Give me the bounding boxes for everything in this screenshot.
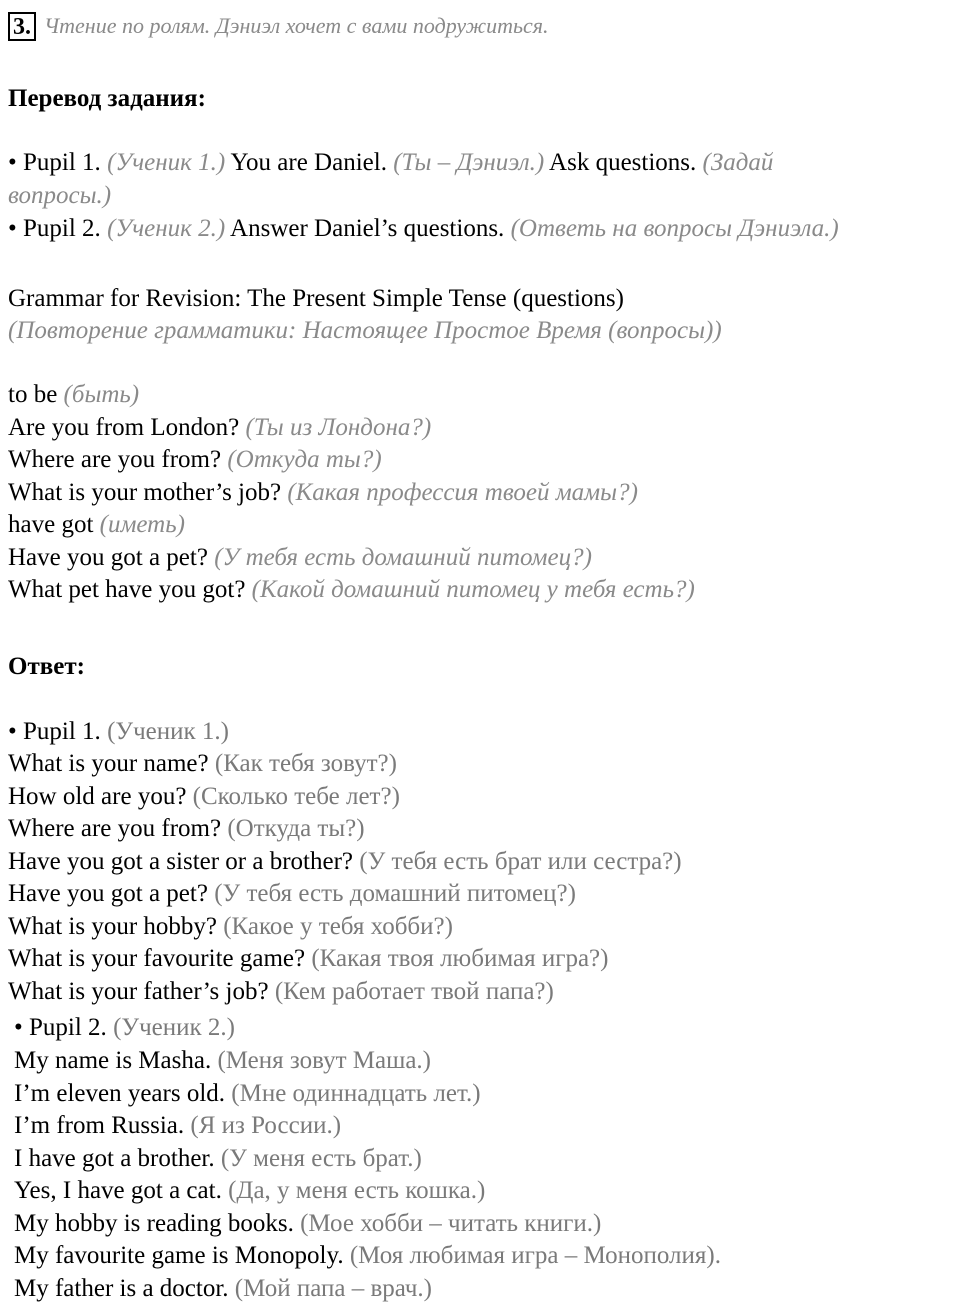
- text-line: [8, 944, 608, 974]
- line-text-ru: (Откуда ты?): [227, 815, 365, 842]
- task-title: Чтение по ролям. Дэниэл хочет с вами подружиться.: [44, 13, 549, 38]
- instruction-text-ru: (Ты – Дэниэл.): [393, 149, 545, 176]
- pupil2-label: [14, 1013, 235, 1043]
- line-text-ru: (У тебя есть брат или сестра?): [359, 847, 682, 875]
- line-text-ru: (Я из России.): [190, 1112, 342, 1139]
- instruction-text-ru: (Ответь на вопросы Дэниэла.): [510, 215, 839, 242]
- line-text-ru: (Какое у тебя хобби?): [223, 912, 453, 940]
- translation-heading: Перевод задания:: [8, 85, 206, 112]
- text-line: [14, 1046, 431, 1076]
- line-text-en: I have got a brother.: [14, 1144, 215, 1172]
- instruction-text-ru: вопросы.): [8, 182, 112, 209]
- instruction-text-en: • Pupil 2.: [8, 215, 101, 242]
- text-line: [8, 380, 139, 410]
- text-line: [8, 814, 365, 844]
- text-line: [14, 1241, 721, 1271]
- line-text-ru: (У тебя есть домашний питомец?): [214, 543, 592, 571]
- line-text-en: Are you from London?: [8, 413, 240, 441]
- text-line: [14, 1079, 481, 1109]
- line-text-ru: (Какой домашний питомец у тебя есть?): [251, 576, 695, 603]
- instruction-text-ru: (Ученик 1.): [107, 149, 226, 176]
- instruction-pupil1-cont: [8, 181, 111, 211]
- line-text-en: Yes, I have got a cat.: [14, 1177, 222, 1204]
- text-line: [8, 478, 638, 508]
- line-text-ru: (Мой папа – врач.): [234, 1274, 433, 1302]
- text-line: [8, 912, 453, 942]
- task-number: 3.: [8, 12, 36, 41]
- line-text-ru: (У тебя есть домашний питомец?): [214, 880, 576, 907]
- line-text-en: Where are you from?: [8, 815, 222, 842]
- text-line: [14, 1144, 422, 1174]
- line-text-en: Where are you from?: [8, 446, 222, 473]
- pupil-label-en: • Pupil 1.: [8, 718, 101, 745]
- line-text-ru: (Мне одиннадцать лет.): [231, 1079, 481, 1107]
- instruction-pupil2: [8, 214, 839, 244]
- text-line: [14, 1274, 432, 1304]
- line-text-ru: (быть): [63, 381, 140, 408]
- pupil-label-en: • Pupil 2.: [14, 1014, 107, 1041]
- line-text-en: What pet have you got?: [8, 576, 246, 603]
- line-text-ru: (Меня зовут Маша.): [217, 1047, 432, 1074]
- line-text-en: Have you got a pet?: [8, 880, 208, 907]
- text-line: [8, 879, 576, 909]
- line-text-ru: (Кем работает твой папа?): [274, 977, 554, 1005]
- line-text-ru: (Какая профессия твоей мамы?): [287, 478, 638, 506]
- line-text-en: What is your hobby?: [8, 912, 217, 940]
- pupil-label-ru: (Ученик 1.): [107, 718, 229, 745]
- text-line: [8, 782, 400, 812]
- instruction-text-en: • Pupil 1.: [8, 149, 101, 176]
- instruction-text-en: Ask questions.: [549, 149, 697, 176]
- line-text-en: have got: [8, 511, 94, 538]
- line-text-ru: (Да, у меня есть кошка.): [228, 1177, 486, 1204]
- line-text-ru: (Откуда ты?): [227, 446, 382, 473]
- line-text-ru: (У меня есть брат.): [220, 1144, 422, 1172]
- text-line: [8, 749, 397, 779]
- text-line: [8, 510, 185, 540]
- line-text-en: What is your father’s job?: [8, 977, 269, 1005]
- text-line: [8, 977, 554, 1007]
- text-line: [8, 847, 682, 877]
- line-text-en: Have you got a sister or a brother?: [8, 847, 354, 875]
- text-line: [8, 575, 695, 605]
- line-text-ru: (Мое хобби – читать книги.): [300, 1209, 602, 1237]
- line-text-en: What is your name?: [8, 750, 209, 777]
- instruction-text-ru: (Задай: [702, 149, 774, 176]
- line-text-en: to be: [8, 381, 58, 408]
- line-text-en: I’m from Russia.: [14, 1112, 185, 1139]
- text-line: [8, 543, 592, 573]
- grammar-title-translation: (Повторение грамматики: Настоящее Простое Время (вопросы)): [8, 317, 722, 344]
- line-text-ru: (Сколько тебе лет?): [192, 782, 400, 810]
- line-text-ru: (Ты из Лондона?): [245, 413, 432, 441]
- line-text-en: My hobby is reading books.: [14, 1209, 294, 1237]
- line-text-en: Have you got a pet?: [8, 543, 208, 571]
- line-text-en: How old are you?: [8, 782, 187, 810]
- text-line: [8, 445, 382, 475]
- grammar-title: Grammar for Revision: The Present Simple Tense (questions): [8, 285, 624, 312]
- line-text-en: I’m eleven years old.: [14, 1079, 226, 1107]
- task-header: [8, 10, 549, 42]
- instruction-text-ru: (Ученик 2.): [107, 215, 226, 242]
- text-line: [8, 413, 431, 443]
- answer-heading: Ответ:: [8, 653, 85, 680]
- instruction-text-en: You are Daniel.: [230, 149, 387, 176]
- line-text-en: What is your mother’s job?: [8, 478, 282, 506]
- text-line: [14, 1111, 341, 1141]
- line-text-en: My father is a doctor.: [14, 1274, 229, 1302]
- text-line: [14, 1209, 601, 1239]
- line-text-en: My name is Masha.: [14, 1047, 212, 1074]
- pupil-label-ru: (Ученик 2.): [113, 1014, 235, 1041]
- instruction-text-en: Answer Daniel’s questions.: [230, 215, 505, 242]
- line-text-ru: (Какая твоя любимая игра?): [311, 945, 609, 972]
- line-text-ru: (Моя любимая игра – Монополия).: [349, 1242, 721, 1269]
- pupil1-label: [8, 717, 229, 747]
- instruction-pupil1: [8, 148, 773, 178]
- text-line: [14, 1176, 485, 1206]
- line-text-ru: (Как тебя зовут?): [214, 750, 397, 777]
- line-text-ru: (иметь): [99, 511, 185, 538]
- line-text-en: What is your favourite game?: [8, 945, 306, 972]
- line-text-en: My favourite game is Monopoly.: [14, 1242, 344, 1269]
